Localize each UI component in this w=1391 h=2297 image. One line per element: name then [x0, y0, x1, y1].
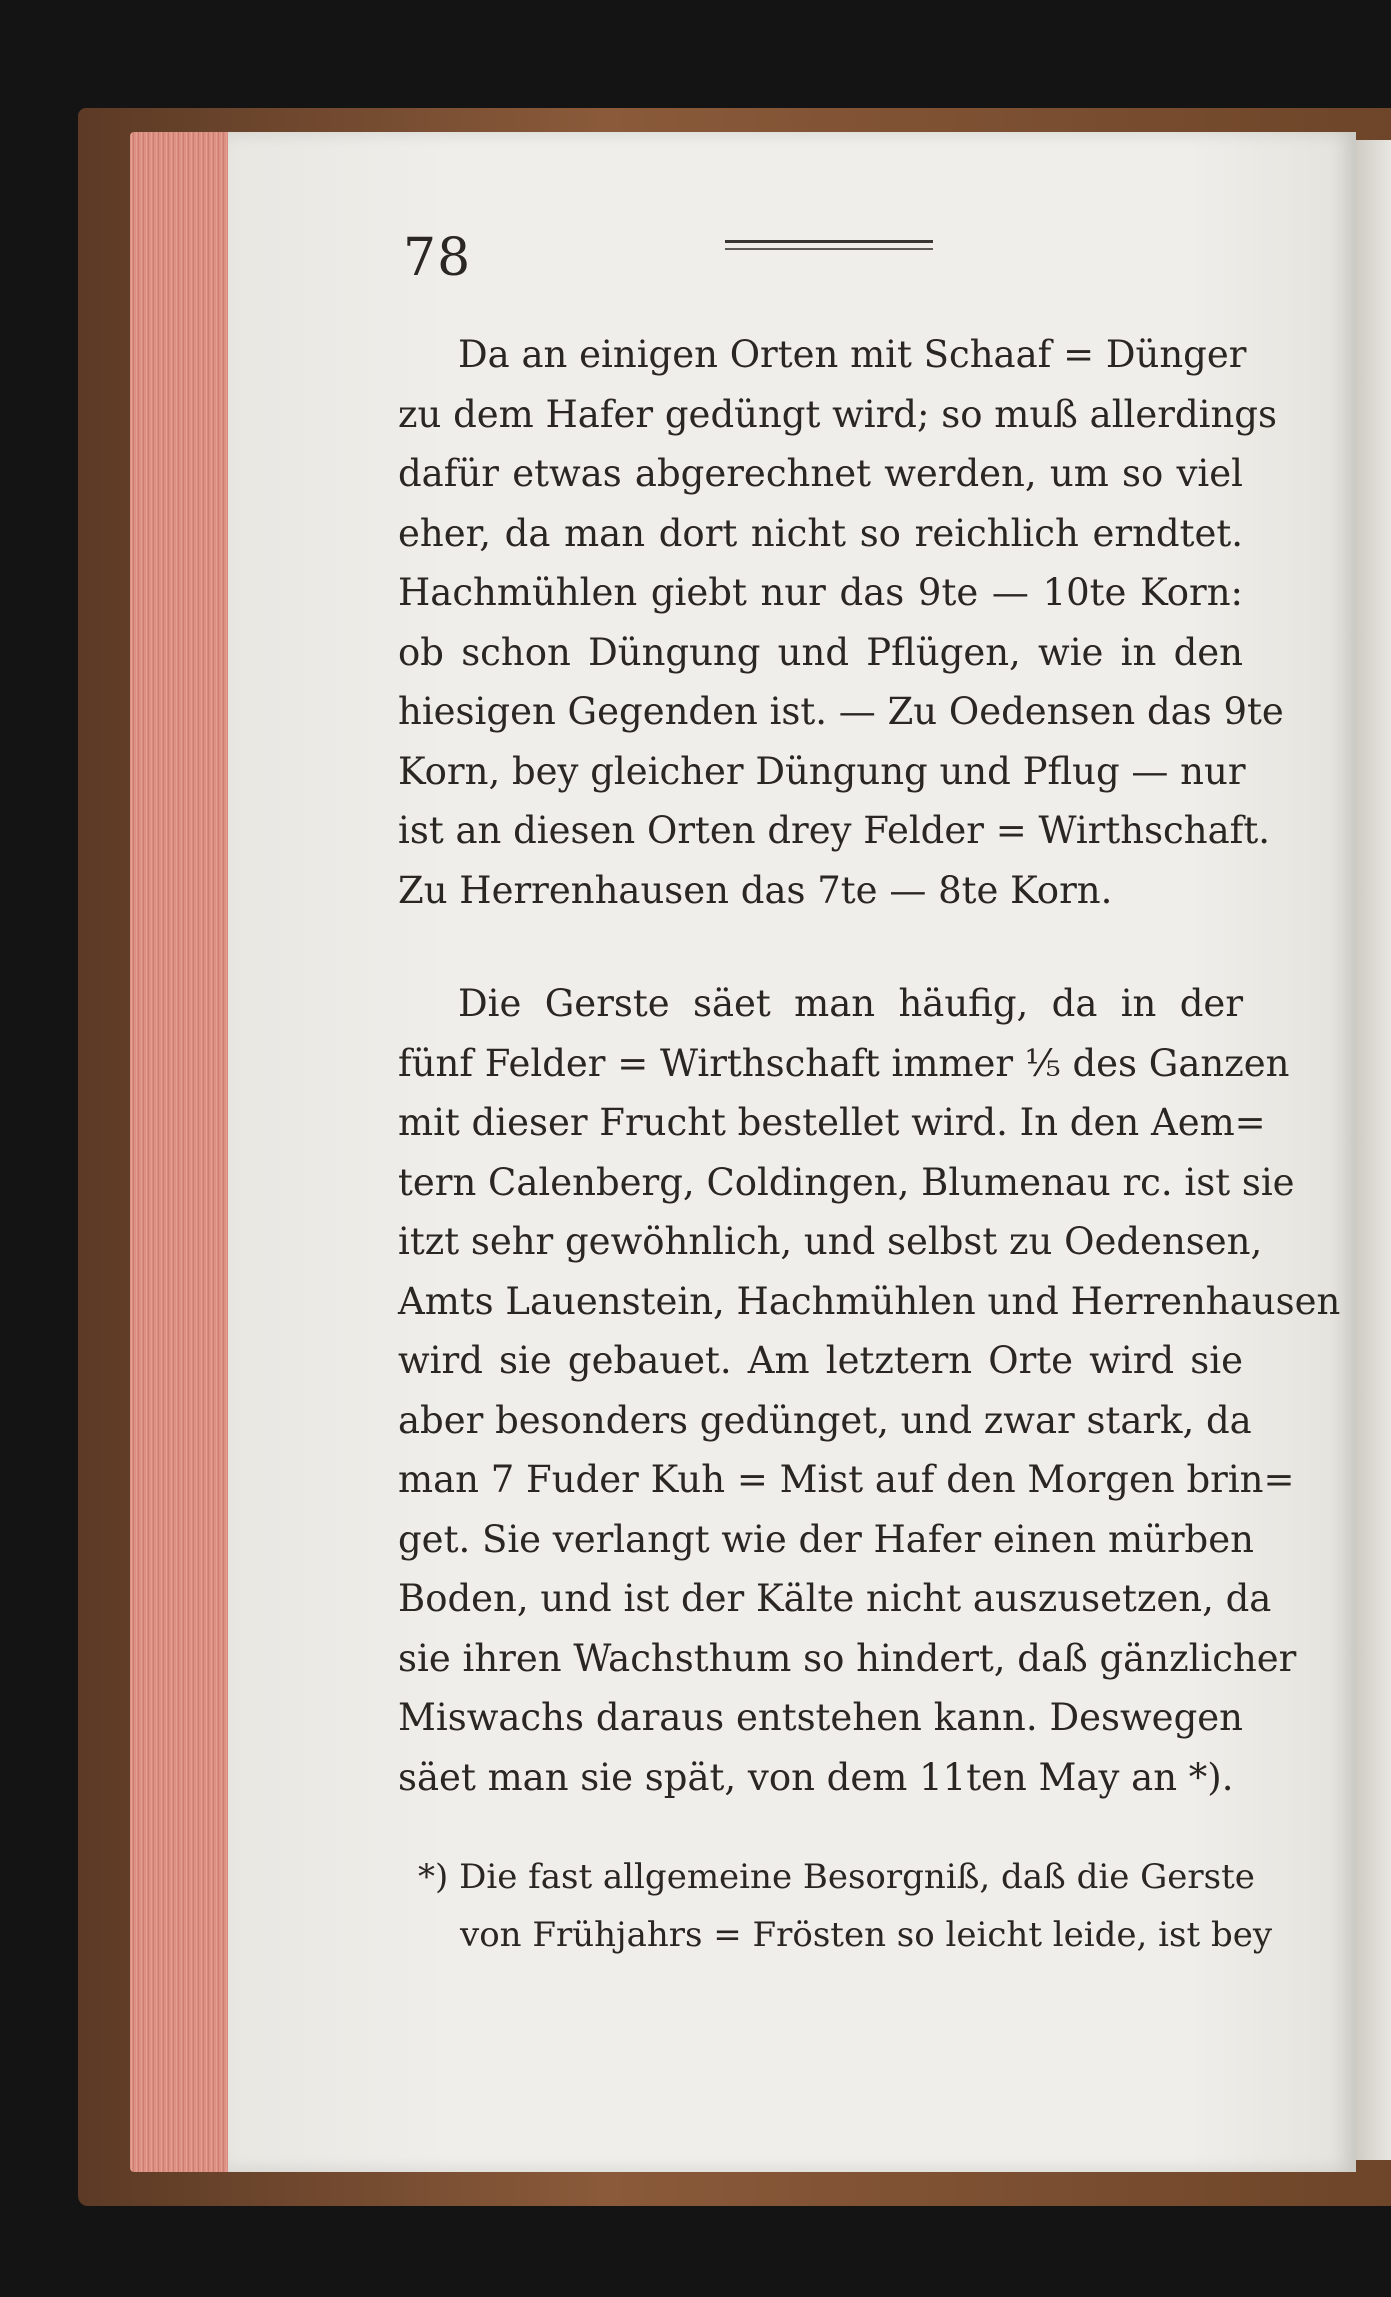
text-line: Miswachs daraus entstehen kann. Deswegen — [398, 1696, 1243, 1739]
page-number: 78 — [403, 228, 472, 288]
text-line: itzt sehr gewöhnlich, und selbst zu Oedensen, — [398, 1220, 1263, 1263]
text-line: wird sie gebauet. Am letztern Orte wird sie — [398, 1339, 1243, 1382]
text-line: mit dieser Frucht bestellet wird. In den Aem= — [398, 1101, 1266, 1144]
text-line: Hachmühlen giebt nur das 9te — 10te Korn: — [398, 571, 1243, 614]
text-line: Korn, bey gleicher Düngung und Pflug — nur — [398, 749, 1246, 793]
text-line: aber besonders gedünget, und zwar stark, da — [398, 1398, 1252, 1442]
footnote-line: *) Die fast allgemeine Besorgniß, daß die Gerste — [418, 1857, 1255, 1897]
text-line: get. Sie verlangt wie der Hafer einen mürben — [398, 1517, 1254, 1561]
text-line: sie ihren Wachsthum so hindert, daß gänzlicher — [398, 1636, 1297, 1680]
paragraph-1 — [398, 325, 1284, 920]
body-text — [398, 325, 1341, 1807]
text-line: Amts Lauenstein, Hachmühlen und Herrenhausen — [398, 1279, 1341, 1323]
paragraph-gap — [398, 920, 1243, 974]
text-line: fünf Felder = Wirthschaft immer ⅕ des Ganzen — [398, 1041, 1290, 1085]
text-line: eher, da man dort nicht so reichlich erndtet. — [398, 511, 1243, 555]
text-line: ob schon Düngung und Pflügen, wie in den — [398, 630, 1243, 674]
text-line: dafür etwas abgerechnet werden, um so viel — [398, 452, 1243, 495]
text-line: Die Gerste säet man häufig, da in der — [458, 982, 1243, 1025]
header-rule — [725, 240, 933, 255]
footnote — [398, 1848, 1273, 1964]
text-line: zu dem Hafer gedüngt wird; so muß allerdings — [398, 392, 1277, 436]
text-line: säet man sie spät, von dem 11ten May an *). — [398, 1755, 1234, 1799]
text-line: Boden, und ist der Kälte nicht auszusetzen, da — [398, 1577, 1272, 1620]
footnote-line: von Frühjahrs = Frösten so leicht leide, ist bey — [460, 1915, 1273, 1955]
text-line: hiesigen Gegenden ist. — Zu Oedensen das 9te — [398, 690, 1284, 733]
text-line: man 7 Fuder Kuh = Mist auf den Morgen brin= — [398, 1458, 1295, 1501]
text-line: ist an diesen Orten drey Felder = Wirthschaft. — [398, 809, 1270, 852]
text-line: Da an einigen Orten mit Schaaf = Dünger — [458, 333, 1247, 376]
paragraph-2 — [398, 974, 1341, 1807]
text-line: Zu Herrenhausen das 7te — 8te Korn. — [398, 868, 1113, 912]
facing-page-edge — [1356, 140, 1391, 2160]
text-line: tern Calenberg, Coldingen, Blumenau rc. ist sie — [398, 1160, 1295, 1204]
